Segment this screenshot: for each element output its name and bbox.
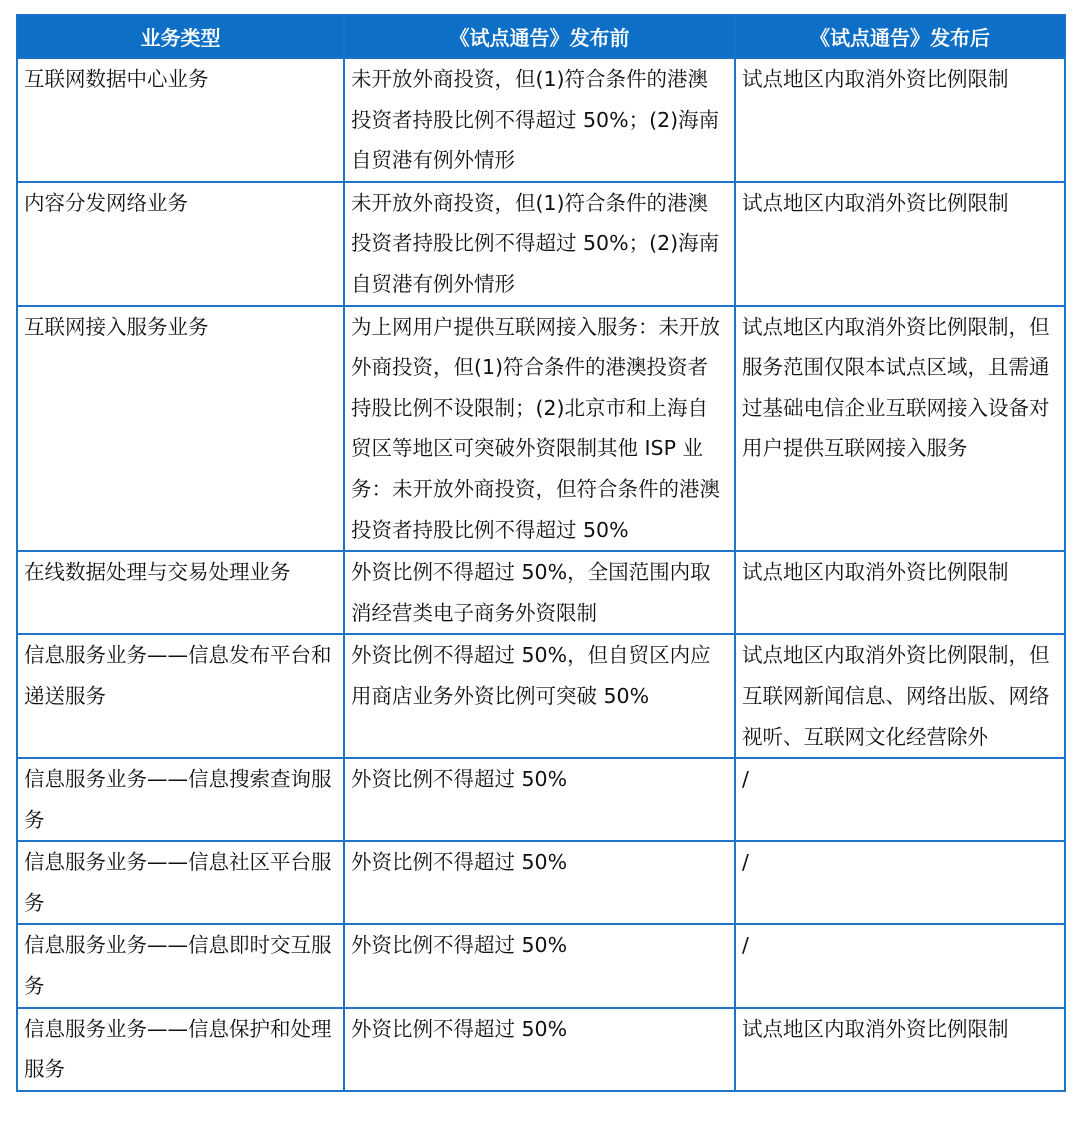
table-row: [17, 634, 1065, 758]
cell-business-type: 内容分发网络业务: [17, 182, 344, 306]
cell-before: 为上网用户提供互联网接入服务：未开放外商投资，但(1)符合条件的港澳投资者持股比例不设限制；(2)北京市和上海自贸区等地区可突破外资限制其他 ISP 业务：未开放外商投资，但符合条件的港澳投资者持股比例不得超过 50%: [344, 306, 735, 552]
table-row: [17, 1008, 1065, 1091]
header-after-notice: 《试点通告》发布后: [735, 15, 1065, 58]
cell-business-type: 信息服务业务——信息搜索查询服务: [17, 758, 344, 841]
cell-business-type: 信息服务业务——信息社区平台服务: [17, 841, 344, 924]
cell-business-type: 在线数据处理与交易处理业务: [17, 551, 344, 634]
cell-after: 试点地区内取消外资比例限制，但互联网新闻信息、网络出版、网络视听、互联网文化经营除外: [735, 634, 1065, 758]
cell-after: 试点地区内取消外资比例限制，但服务范围仅限本试点区域，且需通过基础电信企业互联网接入设备对用户提供互联网接入服务: [735, 306, 1065, 552]
cell-business-type: 信息服务业务——信息即时交互服务: [17, 924, 344, 1007]
header-business-type: 业务类型: [17, 15, 344, 58]
table-row: [17, 58, 1065, 182]
cell-before: 外资比例不得超过 50%: [344, 758, 735, 841]
cell-after: 试点地区内取消外资比例限制: [735, 551, 1065, 634]
cell-before: 外资比例不得超过 50%: [344, 841, 735, 924]
table-header-row: [17, 15, 1065, 58]
cell-before: 未开放外商投资，但(1)符合条件的港澳投资者持股比例不得超过 50%；(2)海南自贸港有例外情形: [344, 58, 735, 182]
table-row: [17, 182, 1065, 306]
cell-after: /: [735, 841, 1065, 924]
table-row: [17, 841, 1065, 924]
policy-comparison-table: [16, 14, 1066, 1092]
cell-business-type: 信息服务业务——信息保护和处理服务: [17, 1008, 344, 1091]
table-row: [17, 551, 1065, 634]
policy-comparison-table-container: [16, 14, 1064, 1092]
cell-before: 外资比例不得超过 50%，全国范围内取消经营类电子商务外资限制: [344, 551, 735, 634]
table-row: [17, 758, 1065, 841]
cell-before: 外资比例不得超过 50%: [344, 924, 735, 1007]
cell-before: 外资比例不得超过 50%，但自贸区内应用商店业务外资比例可突破 50%: [344, 634, 735, 758]
header-before-notice: 《试点通告》发布前: [344, 15, 735, 58]
cell-after: /: [735, 758, 1065, 841]
table-row: [17, 924, 1065, 1007]
table-row: [17, 306, 1065, 552]
cell-before: 未开放外商投资，但(1)符合条件的港澳投资者持股比例不得超过 50%；(2)海南自贸港有例外情形: [344, 182, 735, 306]
cell-business-type: 信息服务业务——信息发布平台和递送服务: [17, 634, 344, 758]
cell-before: 外资比例不得超过 50%: [344, 1008, 735, 1091]
cell-after: 试点地区内取消外资比例限制: [735, 58, 1065, 182]
cell-after: 试点地区内取消外资比例限制: [735, 182, 1065, 306]
cell-after: 试点地区内取消外资比例限制: [735, 1008, 1065, 1091]
cell-business-type: 互联网数据中心业务: [17, 58, 344, 182]
cell-business-type: 互联网接入服务业务: [17, 306, 344, 552]
cell-after: /: [735, 924, 1065, 1007]
